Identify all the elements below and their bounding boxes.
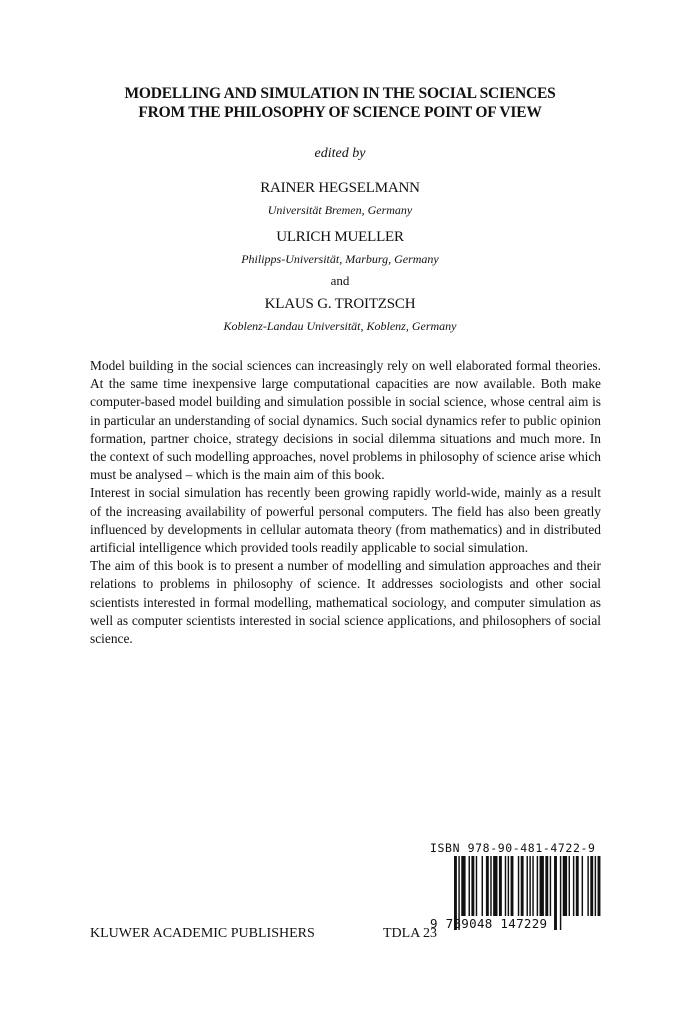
isbn-label: ISBN 978-90-481-4722-9 bbox=[430, 841, 596, 855]
editor-affiliation-2: Philipps-Universität, Marburg, Germany bbox=[241, 252, 439, 266]
book-title bbox=[40, 84, 640, 122]
edited-by-label: edited by bbox=[314, 146, 366, 161]
blurb-paragraph-3: The aim of this book is to present a number of modelling and simulation approaches and their relations to problems in philosophy of science. It addresses sociologists and other social scientists interested in formal modelling, mathematical sociology, and computer simulation as well as computer scientists interested in social science applications, and philosophers of social science. bbox=[90, 558, 601, 647]
editor-name-1: RAINER HEGSELMANN bbox=[260, 180, 420, 196]
blurb bbox=[90, 357, 601, 648]
blurb-paragraph-2: Interest in social simulation has recently been growing rapidly world-wide, mainly as a result of the increasing availability of powerful personal computers. The field has also been greatly influenced by developments in cellular automata theory (from mathematics) and in distributed artificial intelligence which provided tools readily applicable to social simulation. bbox=[90, 485, 601, 556]
and-label: and bbox=[330, 273, 350, 288]
publisher-name: KLUWER ACADEMIC PUBLISHERS bbox=[90, 926, 315, 941]
editor-name-2: ULRICH MUELLER bbox=[276, 229, 404, 245]
book-title-line-1: MODELLING AND SIMULATION IN THE SOCIAL SCIENCES bbox=[124, 85, 556, 102]
editor-name-3: KLAUS G. TROITZSCH bbox=[264, 296, 416, 312]
editor-affiliation-3: Koblenz-Landau Universität, Koblenz, Germany bbox=[223, 319, 457, 333]
series-code: TDLA 23 bbox=[383, 926, 438, 941]
blurb-paragraph-1: Model building in the social sciences can increasingly rely on well elaborated formal theories. At the same time inexpensive large computational capacities are now available. Both make computer-based model building and simulation possible in social science, whose central aim is in particular an understanding of social dynamics. Such social dynamics refer to public opinion formation, partner choice, strategy decisions in social dilemma situations and much more. In the context of such modelling approaches, novel problems in philosophy of science arise which must be analysed – which is the main aim of this book. bbox=[90, 358, 601, 483]
barcode-digits: 9 789048 147229 bbox=[430, 916, 548, 931]
book-title-line-2: FROM THE PHILOSOPHY OF SCIENCE POINT OF VIEW bbox=[138, 104, 542, 121]
editor-affiliation-1: Universität Bremen, Germany bbox=[267, 203, 413, 217]
